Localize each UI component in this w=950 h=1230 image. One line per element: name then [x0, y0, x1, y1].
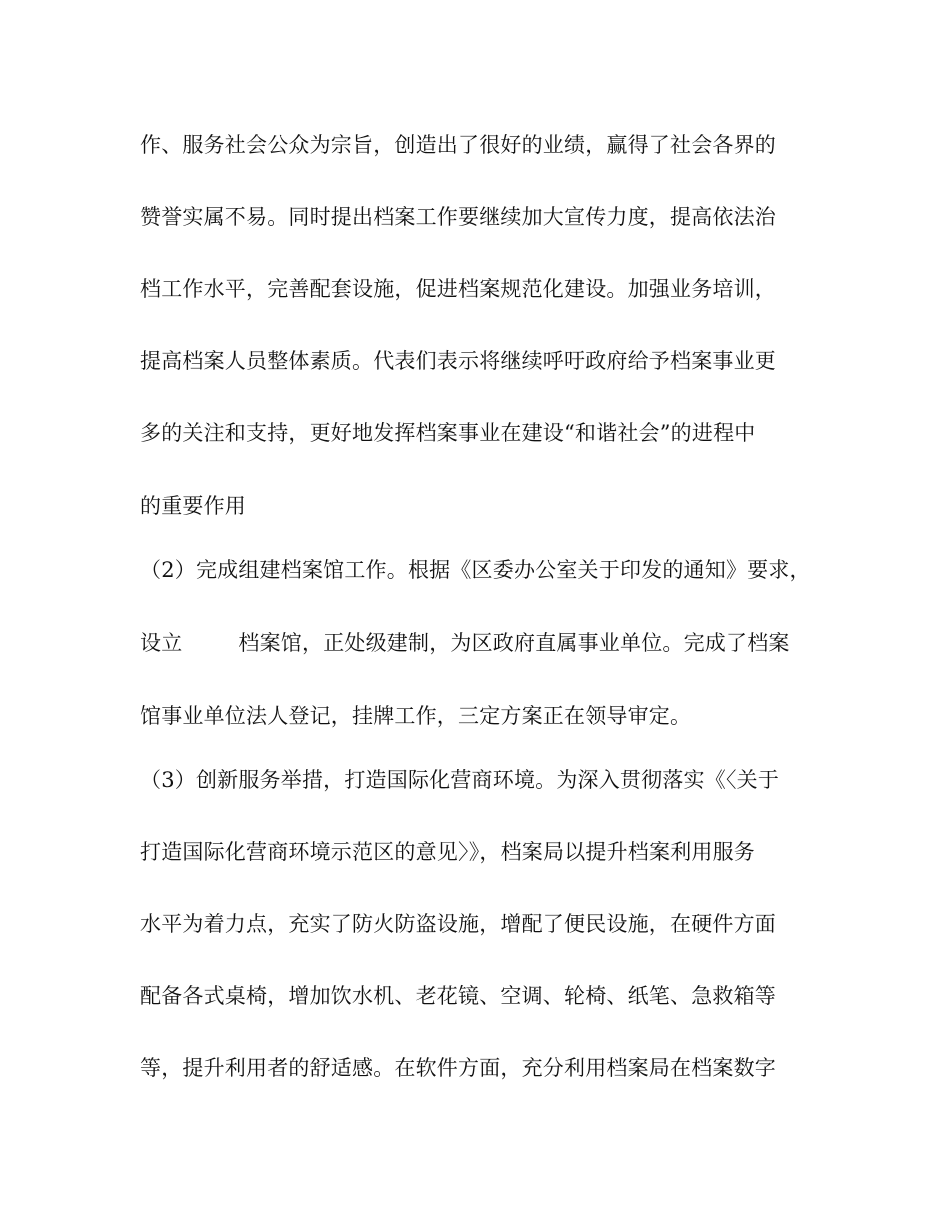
body-text-line: 提高档案人员整体素质。代表们表示将继续呼吁政府给予档案事业更: [140, 349, 776, 373]
body-text-line: 作、服务社会公众为宗旨，创造出了很好的业绩，赢得了社会各界的: [140, 133, 776, 157]
body-text-line: 配备各式桌椅，增加饮水机、老花镜、空调、轮椅、纸笔、急救箱等: [140, 984, 776, 1008]
body-text-line: 等，提升利用者的舒适感。在软件方面，充分利用档案局在档案数字: [140, 1056, 776, 1080]
body-text-line: 的重要作用: [140, 494, 246, 518]
section-heading-2: （2）完成组建档案馆工作。根据《区委办公室关于印发的通知》要求，: [140, 558, 811, 582]
body-text-line: 赞誉实属不易。同时提出档案工作要继续加大宣传力度，提高依法治: [140, 205, 776, 229]
body-text-fragment: 设立: [140, 631, 183, 655]
body-text-line: 档工作水平，完善配套设施，促进档案规范化建设。加强业务培训，: [140, 277, 776, 301]
body-text-line-split: [140, 630, 830, 656]
body-text-line: 多的关注和支持，更好地发挥档案事业在建设“和谐社会”的进程中: [140, 421, 756, 445]
body-text-line: 馆事业单位法人登记，挂牌工作，三定方案正在领导审定。: [140, 704, 692, 728]
body-text-fragment: 档案馆，正处级建制，为区政府直属事业单位。完成了档案: [238, 631, 790, 655]
section-heading-3: （3）创新服务举措，打造国际化营商环境。为深入贯彻落实《〈关于: [140, 768, 780, 792]
body-text-line: 水平为着力点，充实了防火防盗设施，增配了便民设施，在硬件方面: [140, 912, 776, 936]
body-text-line: 打造国际化营商环境示范区的意见〉》，档案局以提升档案利用服务: [140, 840, 755, 864]
